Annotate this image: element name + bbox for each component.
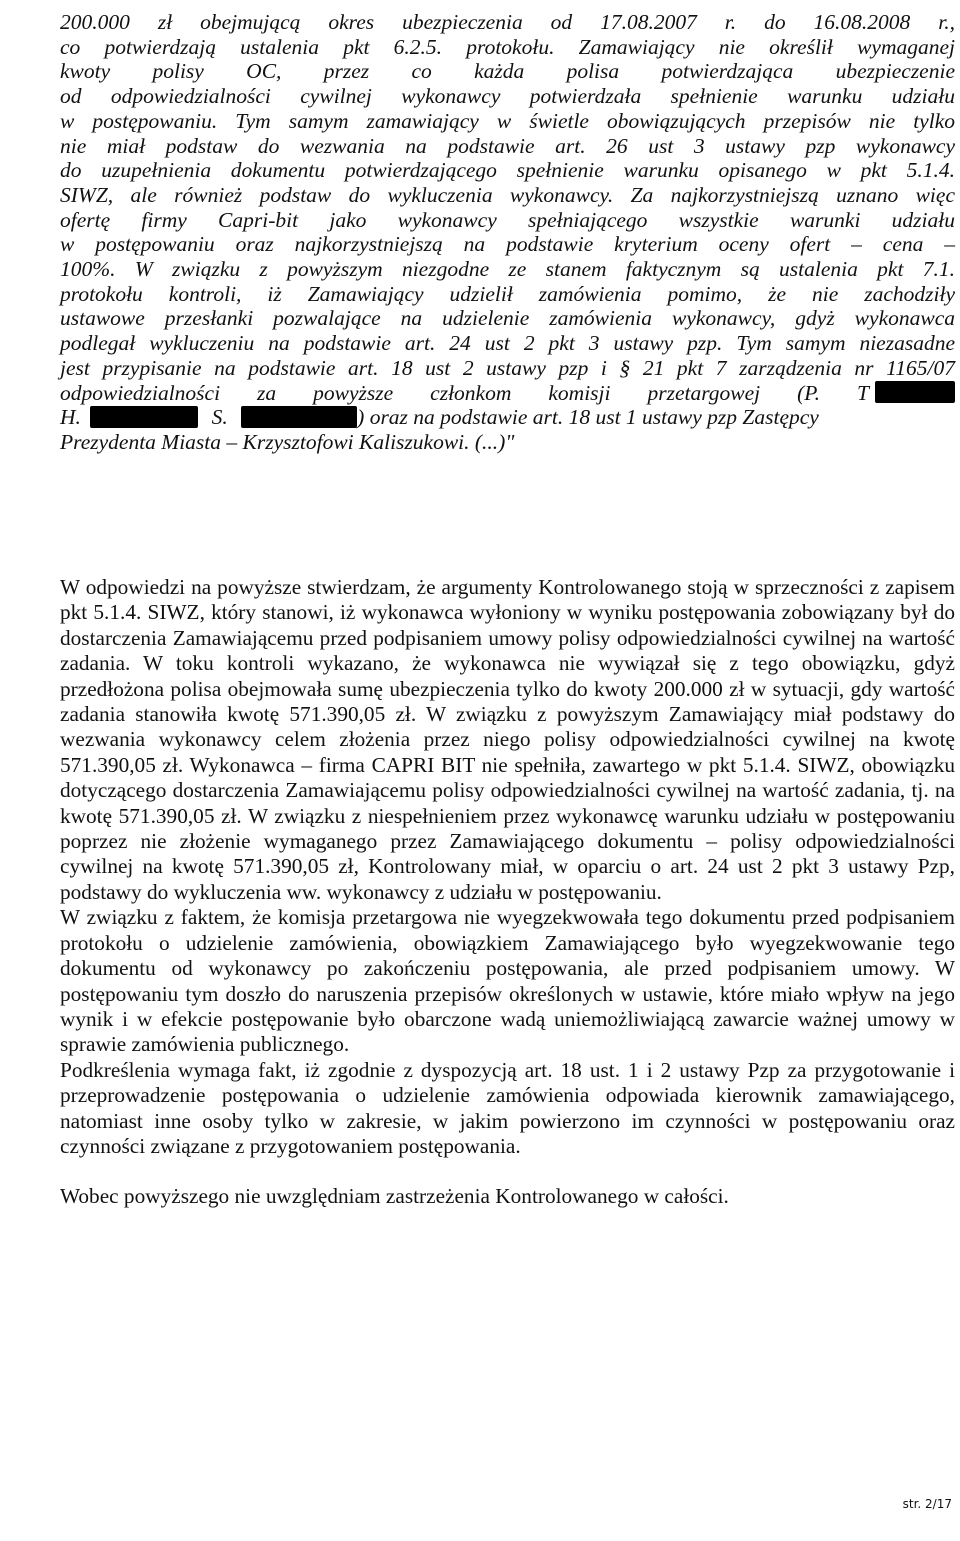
redaction-bar [241, 406, 357, 428]
quote-line: co potwierdzają ustalenia pkt 6.2.5. protokołu. Zamawiający nie określił wymaganej [60, 34, 955, 59]
quote-line: w postępowaniu oraz najkorzystniejszą na podstawie kryterium oceny ofert – cena – [60, 232, 955, 257]
paragraph-gap [60, 1159, 955, 1184]
redaction-bar [90, 406, 198, 428]
paragraph-conclusion: Wobec powyższego nie uwzględniam zastrzeżenia Kontrolowanego w całości. [60, 1184, 729, 1209]
quote-line: do uzupełnienia dokumentu potwierdzającego spełnienie warunku opisanego w pkt 5.1.4. [60, 158, 955, 183]
quote-line: protokołu kontroli, iż Zamawiający udzielił zamówienia pomimo, że nie zachodziły [60, 281, 955, 306]
response-body [60, 575, 955, 1210]
quote-line: SIWZ, ale również podstaw do wykluczenia wykonawcy. Za najkorzystniejszą uznano więc [60, 182, 955, 207]
quote-initial: S. [211, 405, 228, 430]
quote-line: Prezydenta Miasta – Krzysztofowi Kaliszukowi. (...)" [60, 429, 515, 454]
document-page [60, 0, 960, 1541]
quote-line: kwoty polisy OC, przez co każda polisa potwierdzająca ubezpieczenie [60, 59, 955, 84]
quote-initial: H. [60, 405, 81, 430]
quote-line: 100%. W związku z powyższym niezgodne ze stanem faktycznym są ustalenia pkt 7.1. [60, 257, 955, 282]
paragraph: W odpowiedzi na powyższe stwierdzam, że argumenty Kontrolowanego stoją w sprzeczności z zapisem pkt 5.1.4. SIWZ, który stanowi, iż wykonawca wyłoniony w wyniku postępowania zobowiązany był do dostarczenia Zamawiającemu przed podpisaniem umowy polisy odpowiedzialności cywilnej na wartość zadania. W toku kontroli wykazano, że wykonawca nie wywiązał się z tego obowiązku, gdyż przedłożona polisa obejmowała sumę ubezpieczenia tylko do kwoty 200.000 zł w sytuacji, gdy wartość zadania stanowiła kwotę 571.390,05 zł. W związku z powyższym Zamawiający miał podstawy do wezwania wykonawcy celem złożenia przez niego polisy odpowiedzialności cywilnej na kwotę 571.390,05 zł. Wykonawca – firma CAPRI BIT nie spełniła, zawartego w pkt 5.1.4. SIWZ, obowiązku dotyczącego dostarczenia Zamawiającemu polisy odpowiedzialności cywilnej na wartość zadania, tj. na kwotę 571.390,05 zł. W związku z niespełnieniem przez wykonawcę warunku udziału w postępowaniu poprzez nie złożenie wymaganego przez Zamawiającego dokumentu – polisy odpowiedzialności cywilnej na kwotę 571.390,05 zł, Kontrolowany miał, w oparciu o art. 24 ust 2 pkt 3 ustawy Pzp, podstawy do wykluczenia ww. wykonawcy z udziału w postępowaniu. [60, 575, 955, 904]
paragraph: Podkreślenia wymaga fakt, iż zgodnie z dyspozycją art. 18 ust. 1 i 2 ustawy Pzp za przygotowanie i przeprowadzenie postępowania o udzielenie zamówienia odpowiada kierownik zamawiającego, natomiast inne osoby tylko w zakresie, w jakim powierzono im czynności w postępowaniu oraz czynności związane z przygotowaniem postępowania. [60, 1057, 955, 1158]
quote-line: ofertę firmy Capri-bit jako wykonawcy spełniającego wszystkie warunki udziału [60, 207, 955, 232]
quote-line [60, 405, 955, 430]
quote-line: 200.000 zł obejmującą okres ubezpieczenia od 17.08.2007 r. do 16.08.2008 r., [60, 10, 955, 34]
quote-line [60, 381, 955, 406]
quote-line: ustawowe przesłanki pozwalające na udzielenie zamówienia wykonawcy, gdyż wykonawca [60, 306, 955, 331]
quote-line-text: ) oraz na podstawie art. 18 ust 1 ustawy pzp Zastępcy [357, 405, 819, 430]
quote-line-text: odpowiedzialności za powyższe członkom komisji przetargowej (P. T [60, 380, 869, 405]
quote-line: jest przypisanie na podstawie art. 18 ust 2 ustawy pzp i § 21 pkt 7 zarządzenia nr 1165/07 [60, 355, 955, 380]
quote-line: od odpowiedzialności cywilnej wykonawcy potwierdzała spełnienie warunku udziału [60, 84, 955, 109]
quote-line: nie miał podstaw do wezwania na podstawie art. 26 ust 3 ustawy pzp wykonawcy [60, 133, 955, 158]
paragraph: W związku z faktem, że komisja przetargowa nie wyegzekwowała tego dokumentu przed podpisaniem protokołu o udzielenie zamówienia, obowiązkiem Zamawiającego było wyegzekwowanie tego dokumentu od wykonawcy po zakończeniu postępowania, ale przed podpisaniem umowy. W postępowaniu tym doszło do naruszenia przepisów określonych w ustawie, które miało wpływ na jego wynik i w efekcie postępowanie było obarczone wadą uniemożliwiającą zawarcie ważnej umowy w sprawie zamówienia publicznego. [60, 905, 955, 1057]
quote-line: w postępowaniu. Tym samym zamawiający w świetle obowiązujących przepisów nie tylko [60, 108, 955, 133]
quoted-protocol-excerpt [60, 10, 955, 455]
page-number: str. 2/17 [902, 1497, 952, 1511]
quote-line: podlegał wykluczeniu na podstawie art. 24 ust 2 pkt 3 ustawy pzp. Tym samym niezasadne [60, 331, 955, 356]
redaction-bar [875, 381, 955, 403]
